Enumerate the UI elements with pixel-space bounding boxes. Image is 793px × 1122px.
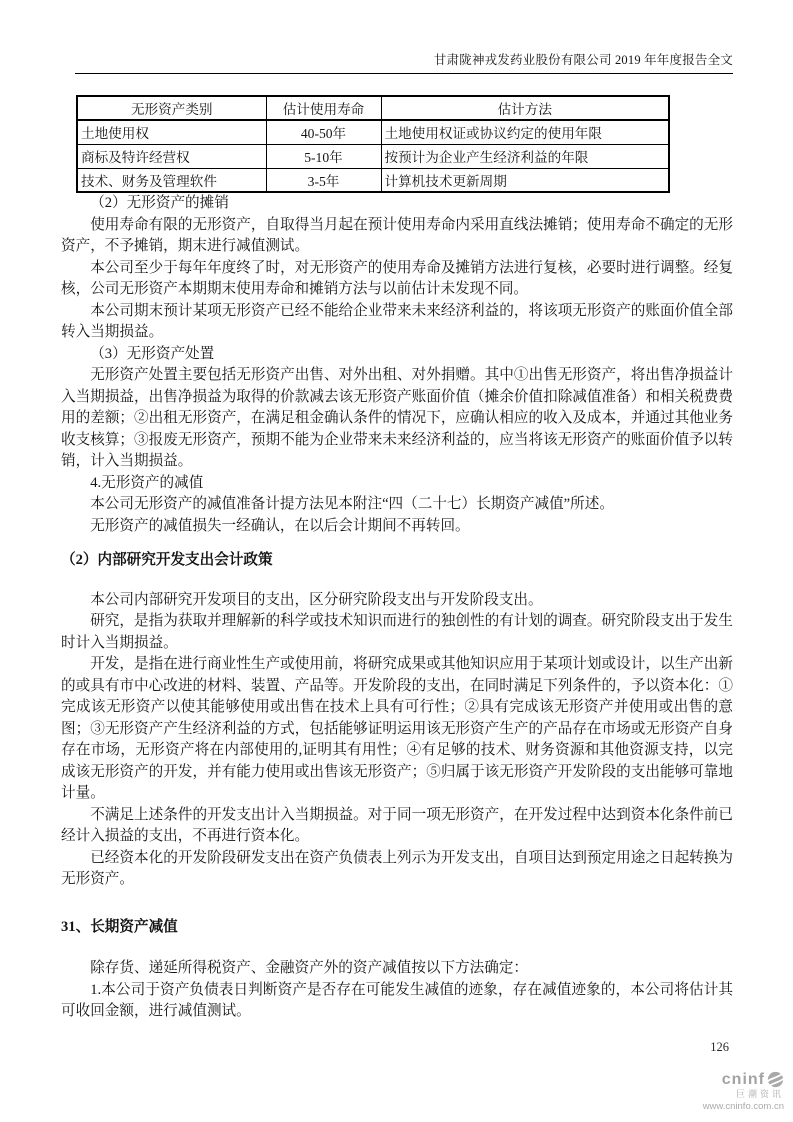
table-header-row xyxy=(77,96,669,120)
paragraph: 本公司内部研究开发项目的支出，区分研究阶段支出与开发阶段支出。 xyxy=(90,591,543,608)
cell-useful-life: 3-5年 xyxy=(266,168,381,192)
header-rule xyxy=(75,0,733,74)
paragraph: 无形资产处置主要包括无形资产出售、对外出租、对外捐赠。其中①出售无形资产，将出售净损益计入当期损益，出售净损益为取得的价款减去该无形资产账面价值（摊余价值扣除减值准备）和相关税费费用的差额；②出租无形资产，在满足租金确认条件的情况下，应确认相应的收入及成本，并通过其他业务收支核算；③报废无形资产，预期不能为企业带来未来经济利益的，应当将该无形资产的账面价值予以转销，计入当期损益。 xyxy=(61,367,733,469)
paragraph: 不满足上述条件的开发支出计入当期损益。对于同一项无形资产，在开发过程中达到资本化条件前已经计入损益的支出，不再进行资本化。 xyxy=(61,806,733,844)
cninfo-logo-top xyxy=(722,1071,784,1089)
rd-section xyxy=(61,550,733,891)
impairment-section-heading: 31、长期资产减值 xyxy=(61,918,178,935)
table-row xyxy=(77,168,669,192)
cninfo-chinese-name: 巨潮资讯 xyxy=(735,1088,784,1099)
rd-section-heading: （2）内部研究开发支出会计政策 xyxy=(61,552,273,568)
paragraph: 除存货、递延所得税资产、金融资产外的资产减值按以下方法确定： xyxy=(90,960,529,976)
paragraph: （3）无形资产处置 xyxy=(90,345,215,362)
col-header-category: 无形资产类别 xyxy=(77,96,266,120)
paragraph: 研究，是指为获取并理解新的科学或技术知识而进行的独创性的有计划的调查。研究阶段支出于发生时计入当期损益。 xyxy=(61,613,733,651)
paragraph: 已经资本化的开发阶段研发支出在资产负债表上列示为开发支出，自项目达到预定用途之日起转换为无形资产。 xyxy=(61,849,733,887)
page-number: 126 xyxy=(710,1040,729,1054)
paragraph: 开发，是指在进行商业性生产或使用前，将研究成果或其他知识应用于某项计划或设计，以生产出新的或具有市中心改进的材料、装置、产品等。开发阶段的支出，在同时满足下列条件的，予以资本化：①完成该无形资产以使其能够使用或出售在技术上具有可行性；②具有完成该无形资产并使用或出售的意图；③无形资产产生经济利益的方式，包括能够证明运用该无形资产生产的产品存在市场或无形资产自身存在市场，无形资产将在内部使用的,证明其有用性；④有足够的技术、财务资源和其他资源支持，以完成该无形资产的开发，并有能力使用或出售该无形资产；⑤归属于该无形资产开发阶段的支出能够可靠地计量。 xyxy=(61,656,733,801)
amortization-section xyxy=(61,193,733,537)
cell-useful-life: 5-10年 xyxy=(266,144,381,168)
cninfo-url: www.cninfo.com.cn xyxy=(702,1100,784,1112)
paragraph: 本公司至少于每年年度终了时，对无形资产的使用寿命及摊销方法进行复核，必要时进行调整。经复核，公司无形资产本期期末使用寿命和摊销方法与以前估计未发现不同。 xyxy=(61,259,733,297)
paragraph: 4.无形资产的减值 xyxy=(90,474,204,491)
cell-method: 按预计为企业产生经济利益的年限 xyxy=(381,144,669,168)
paragraph: （2）无形资产的摊销 xyxy=(90,195,229,211)
cell-method: 计算机技术更新周期 xyxy=(381,168,669,192)
page-content xyxy=(61,0,733,1023)
col-header-method: 估计方法 xyxy=(381,96,669,120)
table-row xyxy=(77,120,669,144)
col-header-useful-life: 估计使用寿命 xyxy=(266,96,381,120)
page-header-title: 甘肃陇神戎发药业股份有限公司 2019 年年度报告全文 xyxy=(433,53,733,67)
cell-category: 技术、财务及管理软件 xyxy=(77,168,266,192)
paragraph: 本公司无形资产的减值准备计提方法见本附注“四（二十七）长期资产减值”所述。 xyxy=(90,496,614,512)
cell-category: 土地使用权 xyxy=(77,120,266,144)
cell-category: 商标及特许经营权 xyxy=(77,144,266,168)
cninfo-swirl-icon xyxy=(767,1071,784,1088)
cell-method: 土地使用权证或协议约定的使用年限 xyxy=(381,120,669,144)
cninfo-brand-text: cninf xyxy=(721,1071,765,1089)
table-row xyxy=(77,144,669,168)
paragraph: 无形资产的减值损失一经确认，在以后会计期间不再转回。 xyxy=(90,517,470,534)
cell-useful-life: 40-50年 xyxy=(266,120,381,144)
intangible-assets-table xyxy=(76,95,670,193)
paragraph: 使用寿命有限的无形资产，自取得当月起在预计使用寿命内采用直线法摊销；使用寿命不确定的无形资产，不予摊销，期末进行减值测试。 xyxy=(61,216,733,254)
cninfo-logo xyxy=(703,1071,784,1112)
impairment-section xyxy=(61,917,733,1023)
paragraph: 1.本公司于资产负债表日判断资产是否存在可能发生减值的迹象，存在减值迹象的，本公司将估计其可收回金额，进行减值测试。 xyxy=(61,981,733,1019)
paragraph: 本公司期末预计某项无形资产已经不能给企业带来未来经济利益的，将该项无形资产的账面价值全部转入当期损益。 xyxy=(61,302,733,340)
